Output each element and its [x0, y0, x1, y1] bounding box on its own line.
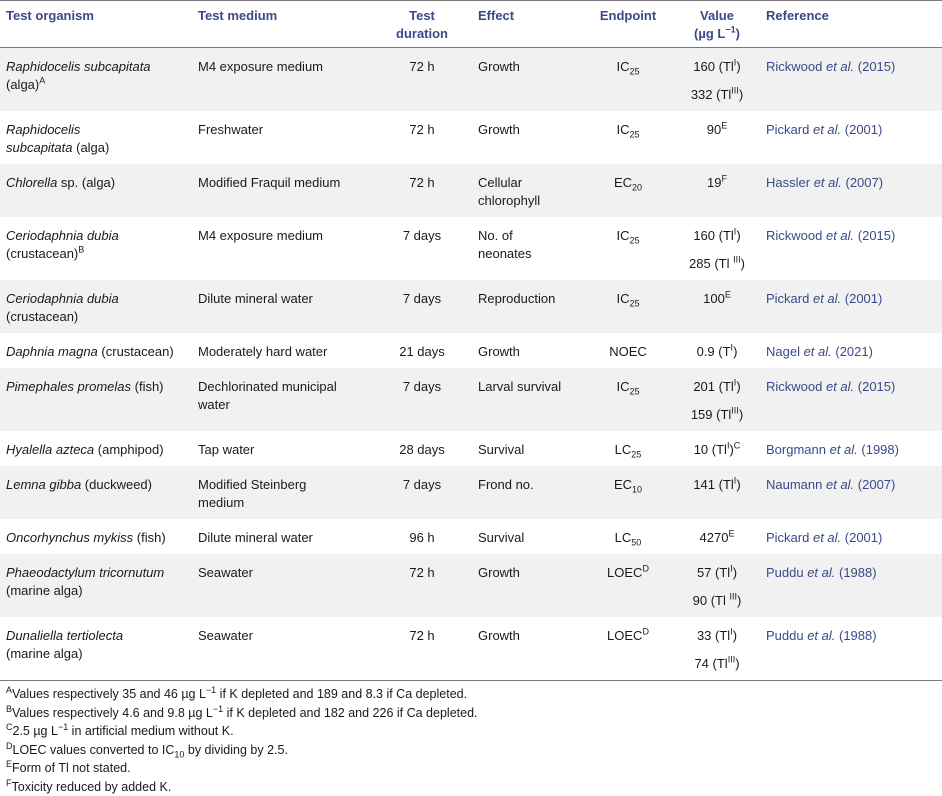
cell-medium: Dilute mineral water: [192, 519, 372, 554]
cell-medium: Modified Fraquil medium: [192, 164, 372, 217]
cell-value: 33 $(Tl^I)$ 74 $(Tl^{III})$: [674, 617, 760, 681]
cell-effect: Growth: [472, 554, 582, 617]
cell-reference: Puddu et al. (1988): [760, 617, 942, 681]
cell-organism: Raphidocelis subcapitata (alga): [0, 111, 192, 164]
table-row: [0, 519, 942, 554]
header-test-duration: Test duration: [372, 1, 472, 48]
cell-duration: 7 days: [372, 217, 472, 280]
header-endpoint: Endpoint: [582, 1, 674, 48]
table-footnotes: [0, 681, 942, 796]
cell-effect: Growth: [472, 617, 582, 681]
table-row: [0, 48, 942, 112]
header-effect: Effect: [472, 1, 582, 48]
cell-effect: Larval survival: [472, 368, 582, 431]
table-row: [0, 164, 942, 217]
cell-medium: Tap water: [192, 431, 372, 466]
cell-medium: M4 exposure medium: [192, 48, 372, 112]
cell-effect: Cellular chlorophyll: [472, 164, 582, 217]
cell-endpoint: $EC_{10}$: [582, 466, 674, 519]
table-row: [0, 617, 942, 681]
header-reference: Reference: [760, 1, 942, 48]
cell-effect: Survival: [472, 431, 582, 466]
cell-effect: Reproduction: [472, 280, 582, 333]
cell-medium: Dechlorinated municipal water: [192, 368, 372, 431]
cell-value: $90^E$: [674, 111, 760, 164]
footnote-b: $^B$Values respectively 4.6 and 9.8 µg $L^{-1}$ if K depleted and 182 and 226 if Ca depleted.: [6, 704, 942, 723]
cell-effect: No. of neonates: [472, 217, 582, 280]
cell-value: $4270^E$: [674, 519, 760, 554]
cell-duration: 72 h: [372, 554, 472, 617]
cell-effect: Growth: [472, 48, 582, 112]
cell-endpoint: $IC_{25}$: [582, 111, 674, 164]
footnote-a: $^A$Values respectively 35 and 46 µg $L^{-1}$ if K depleted and 189 and 8.3 if Ca depleted.: [6, 685, 942, 704]
cell-duration: 72 h: [372, 164, 472, 217]
cell-endpoint: NOEC: [582, 333, 674, 368]
footnote-c: $^C$2.5 µg $L^{-1}$ in artificial medium without K.: [6, 722, 942, 741]
cell-duration: 72 h: [372, 617, 472, 681]
cell-endpoint: $EC_{20}$: [582, 164, 674, 217]
cell-effect: Growth: [472, 111, 582, 164]
cell-medium: Freshwater: [192, 111, 372, 164]
table-row: [0, 431, 942, 466]
footnote-e: $^E$Form of Tl not stated.: [6, 759, 942, 778]
table-row: [0, 466, 942, 519]
cell-organism: Raphidocelis subcapitata $(alga)^A$: [0, 48, 192, 112]
cell-duration: 72 h: [372, 111, 472, 164]
cell-organism: Pimephales promelas (fish): [0, 368, 192, 431]
cell-endpoint: $LC_{50}$: [582, 519, 674, 554]
footnote-f: $^F$Toxicity reduced by added K.: [6, 778, 942, 796]
header-test-organism: Test organism: [0, 1, 192, 48]
cell-medium: Moderately hard water: [192, 333, 372, 368]
cell-organism: Ceriodaphnia dubia (crustacean): [0, 280, 192, 333]
cell-organism: Oncorhynchus mykiss (fish): [0, 519, 192, 554]
footnote-d: $^D$LOEC values converted to $IC_{10}$ by dividing by 2.5.: [6, 741, 942, 760]
cell-duration: 96 h: [372, 519, 472, 554]
table-row: [0, 111, 942, 164]
table-row: [0, 217, 942, 280]
cell-organism: Phaeodactylum tricornutum (marine alga): [0, 554, 192, 617]
cell-reference: Borgmann et al. (1998): [760, 431, 942, 466]
cell-endpoint: $IC_{25}$: [582, 280, 674, 333]
cell-medium: Dilute mineral water: [192, 280, 372, 333]
cell-duration: 7 days: [372, 466, 472, 519]
cell-endpoint: $IC_{25}$: [582, 48, 674, 112]
cell-value: 160 $(Tl^I)$ 285 (Tl $^{III}$): [674, 217, 760, 280]
cell-effect: Survival: [472, 519, 582, 554]
table-row: [0, 554, 942, 617]
cell-reference: Rickwood et al. (2015): [760, 48, 942, 112]
cell-reference: Naumann et al. (2007): [760, 466, 942, 519]
cell-value: 10 $(Tl^I)^C$: [674, 431, 760, 466]
cell-organism: Dunaliella tertiolecta (marine alga): [0, 617, 192, 681]
cell-reference: Nagel et al. (2021): [760, 333, 942, 368]
header-value: Value (µg $L^{-1}$): [674, 1, 760, 48]
cell-reference: Pickard et al. (2001): [760, 111, 942, 164]
table-row: [0, 368, 942, 431]
cell-organism: Daphnia magna (crustacean): [0, 333, 192, 368]
cell-value: 57 $(Tl^I)$ 90 (Tl $^{III}$): [674, 554, 760, 617]
cell-reference: Rickwood et al. (2015): [760, 217, 942, 280]
cell-duration: 72 h: [372, 48, 472, 112]
cell-organism: Lemna gibba (duckweed): [0, 466, 192, 519]
cell-medium: Seawater: [192, 617, 372, 681]
cell-endpoint: $IC_{25}$: [582, 217, 674, 280]
cell-value: 160 $(Tl^I)$ 332 $(Tl^{III})$: [674, 48, 760, 112]
cell-reference: Hassler et al. (2007): [760, 164, 942, 217]
cell-reference: Rickwood et al. (2015): [760, 368, 942, 431]
cell-duration: 7 days: [372, 280, 472, 333]
cell-effect: Frond no.: [472, 466, 582, 519]
cell-endpoint: $LOEC^D$: [582, 554, 674, 617]
cell-value: 141 $(Tl^I)$: [674, 466, 760, 519]
cell-medium: Modified Steinberg medium: [192, 466, 372, 519]
cell-duration: 28 days: [372, 431, 472, 466]
cell-medium: Seawater: [192, 554, 372, 617]
cell-effect: Growth: [472, 333, 582, 368]
cell-endpoint: $LOEC^D$: [582, 617, 674, 681]
cell-value: 0.9 $(T^I)$: [674, 333, 760, 368]
cell-duration: 21 days: [372, 333, 472, 368]
cell-value: $100^E$: [674, 280, 760, 333]
cell-organism: Ceriodaphnia dubia (crustacean)$^B$: [0, 217, 192, 280]
cell-endpoint: $LC_{25}$: [582, 431, 674, 466]
cell-reference: Puddu et al. (1988): [760, 554, 942, 617]
table-row: [0, 333, 942, 368]
cell-organism: Hyalella azteca (amphipod): [0, 431, 192, 466]
cell-value: 201 $(Tl^I)$ 159 $(Tl^{III})$: [674, 368, 760, 431]
cell-medium: M4 exposure medium: [192, 217, 372, 280]
table-row: [0, 280, 942, 333]
cell-duration: 7 days: [372, 368, 472, 431]
cell-reference: Pickard et al. (2001): [760, 280, 942, 333]
cell-organism: Chlorella sp. (alga): [0, 164, 192, 217]
cell-endpoint: $IC_{25}$: [582, 368, 674, 431]
header-test-medium: Test medium: [192, 1, 372, 48]
cell-reference: Pickard et al. (2001): [760, 519, 942, 554]
cell-value: $19^F$: [674, 164, 760, 217]
table-header-row: [0, 1, 942, 48]
